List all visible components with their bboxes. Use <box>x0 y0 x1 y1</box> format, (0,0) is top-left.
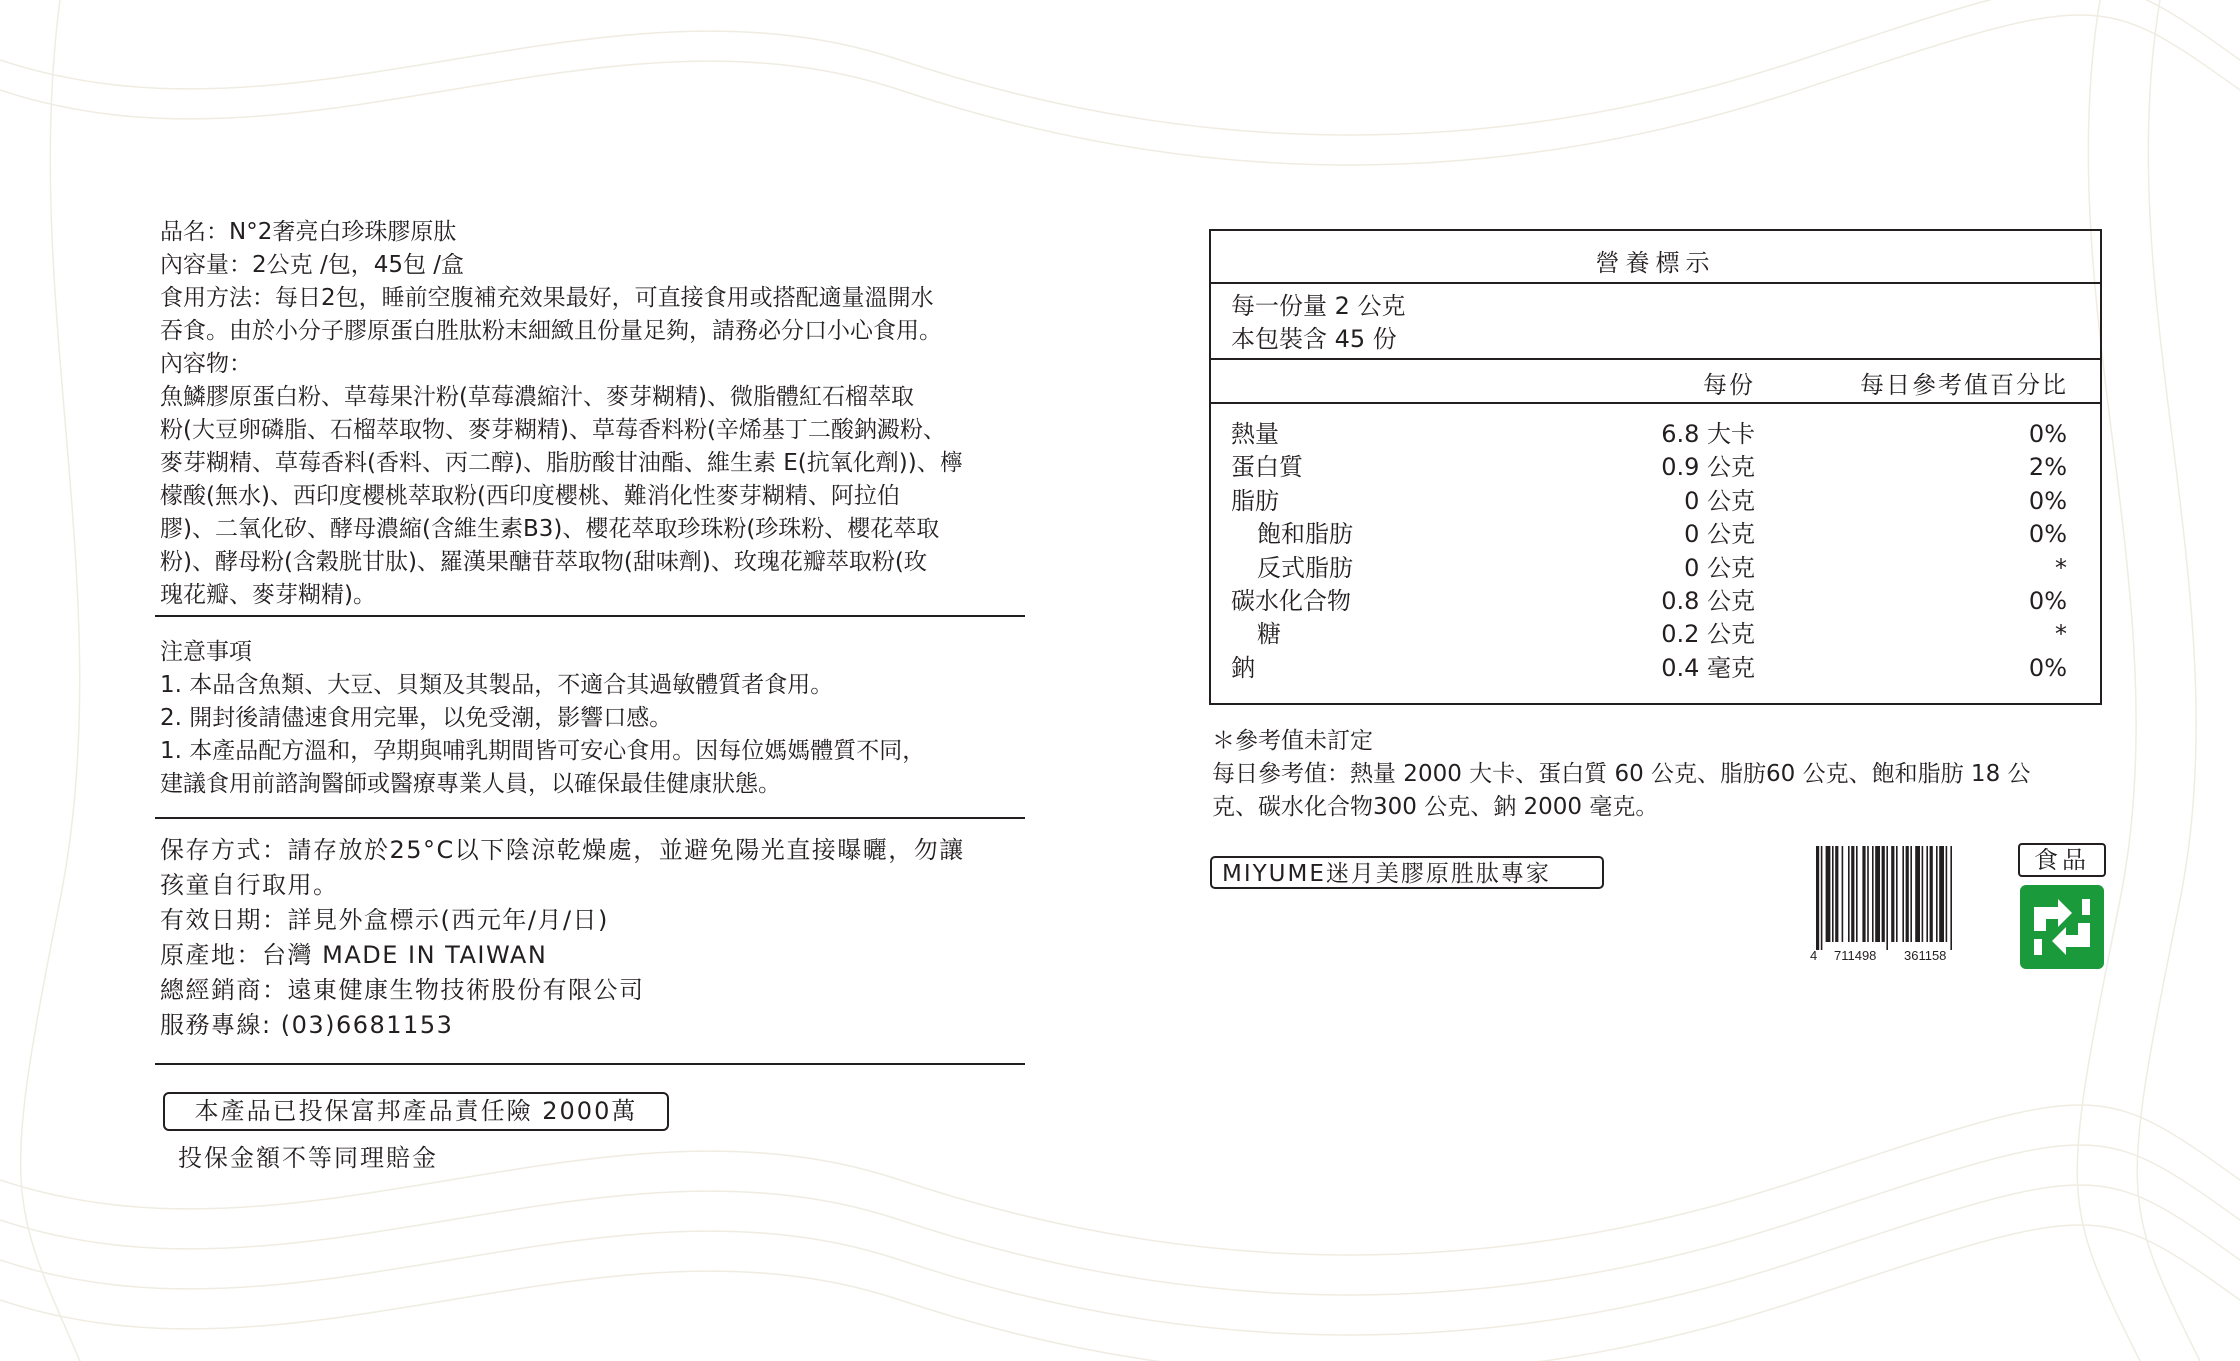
table-rule <box>1211 402 2100 404</box>
nutrient-value: 0.8 公克 <box>1661 586 1755 615</box>
barcode-bar <box>1886 846 1888 950</box>
barcode-bar <box>1832 846 1834 942</box>
table-row <box>1211 418 2100 451</box>
notes-section <box>160 636 1020 801</box>
nutrition-table <box>1209 229 2102 705</box>
nutrient-value: 0 公克 <box>1684 553 1755 582</box>
ingredients-line: 麥芽糊精、草莓香料(香料、丙二醇)、脂肪酸甘油酯、維生素 E(抗氧化劑))、檸 <box>160 450 963 476</box>
barcode-bar <box>1867 846 1869 942</box>
footnote-line: 克、碳水化合物300 公克、鈉 2000 毫克。 <box>1212 794 1659 820</box>
ingredients-line: 膠)、二氧化矽、酵母濃縮(含維生素B3)、櫻花萃取珍珠粉(珍珠粉、櫻花萃取 <box>160 516 940 542</box>
divider <box>155 1063 1025 1065</box>
nutrient-name: 熱量 <box>1231 420 1279 448</box>
barcode-bar <box>1835 846 1838 942</box>
nutrient-pct: * <box>2055 620 2067 649</box>
barcode-bar <box>1862 846 1865 942</box>
nutrient-pct: 0% <box>2028 420 2067 448</box>
nutrient-pct: 0% <box>2028 486 2067 515</box>
notes-line: 1. 本品含魚類、大豆、貝類及其製品，不適合其過敏體質者食用。 <box>160 672 834 698</box>
nutrient-value: 0 公克 <box>1684 486 1755 515</box>
ingredients-line: 魚鱗膠原蛋白粉、草莓果汁粉(草莓濃縮汁、麥芽糊精)、微脂體紅石榴萃取 <box>160 384 914 410</box>
table-row <box>1211 518 2100 551</box>
nutrient-pct: 2% <box>2028 453 2067 482</box>
barcode-bar <box>1848 846 1850 942</box>
table-row <box>1211 618 2100 651</box>
barcode-bar <box>1950 846 1952 950</box>
divider <box>155 817 1025 819</box>
table-row <box>1211 585 2100 618</box>
nutrient-value: 0 公克 <box>1684 520 1755 549</box>
table-row <box>1211 485 2100 518</box>
notes-line: 1. 本產品配方溫和，孕期與哺乳期間皆可安心食用。因每位媽媽體質不同， <box>160 738 926 764</box>
nutrient-value: 0.4 毫克 <box>1661 653 1755 682</box>
col-daily-pct: 每日參考值百分比 <box>1860 371 2068 399</box>
nutrient-name: 反式脂肪 <box>1257 553 1353 582</box>
barcode-bar <box>1915 846 1920 942</box>
origin-line: 原產地：台灣 MADE IN TAIWAN <box>160 941 548 969</box>
barcode-digits-right: 361158 <box>1904 948 1947 963</box>
barcode-digits-mid: 711498 <box>1834 948 1877 963</box>
nutrition-footnote <box>1212 725 2031 824</box>
nutrient-value: 0.2 公克 <box>1661 620 1755 649</box>
ingredients-heading: 內容物： <box>160 351 252 377</box>
col-per-serving: 每份 <box>1703 371 1755 399</box>
nutrient-name: 飽和脂肪 <box>1257 520 1353 549</box>
barcode-bar <box>1856 846 1858 942</box>
nutrient-value: 0.9 公克 <box>1661 453 1755 482</box>
nutrient-pct: * <box>2055 553 2067 582</box>
footnote-line: ＊參考值未訂定 <box>1212 728 1373 754</box>
barcode-bar <box>1826 846 1831 942</box>
nutrition-title: 營養標示 <box>1595 249 1716 277</box>
barcode-bar <box>1939 846 1944 942</box>
nutrient-value: 6.8 大卡 <box>1661 420 1755 448</box>
barcode-bar <box>1875 846 1880 942</box>
barcode-bar <box>1936 846 1938 942</box>
barcode-bar <box>1896 846 1898 942</box>
nutrient-pct: 0% <box>2028 520 2067 549</box>
expiry-line: 有效日期：詳見外盒標示(西元年/月/日) <box>160 906 609 934</box>
nutrient-name: 脂肪 <box>1231 486 1279 515</box>
serving-info <box>1231 290 1406 356</box>
distributor-line: 總經銷商：遠東健康生物技術股份有限公司 <box>160 976 645 1004</box>
product-content: 內容量：2公克 /包，45包 /盒 <box>160 252 465 278</box>
barcode-bar <box>1821 846 1823 950</box>
service-line: 服務專線: (03)6681153 <box>160 1011 454 1039</box>
barcode-bar <box>1842 846 1844 942</box>
notes-line: 建議食用前諮詢醫師或醫療專業人員，以確保最佳健康狀態。 <box>160 771 781 797</box>
barcode-bar <box>1946 846 1948 942</box>
recycle-icon <box>2020 885 2104 969</box>
ingredients-line: 瑰花瓣、麥芽糊精)。 <box>160 582 376 608</box>
insurance-badge: 本產品已投保富邦產品責任險 2000萬 <box>163 1092 669 1131</box>
table-row <box>1211 652 2100 685</box>
barcode-digit-left: 4 <box>1810 948 1818 963</box>
table-rule <box>1211 282 2100 284</box>
nutrient-name: 碳水化合物 <box>1231 586 1351 615</box>
notes-line: 2. 開封後請儘速食用完畢，以免受潮，影響口感。 <box>160 705 673 731</box>
servings-per-pack: 本包裝含 45 份 <box>1231 325 1397 353</box>
food-badge: 食品 <box>2018 843 2106 877</box>
storage-line: 孩童自行取用。 <box>160 871 339 899</box>
barcode-bar <box>1882 846 1885 942</box>
barcode-bar <box>1872 846 1874 942</box>
barcode-bar <box>1930 846 1933 942</box>
brand-label: MIYUME迷月美膠原胜肽專家 <box>1210 856 1604 889</box>
barcode-bar <box>1922 846 1924 942</box>
usage-line-2: 吞食。由於小分子膠原蛋白胜肽粉末細緻且份量足夠，請務必分口小心食用。 <box>160 318 942 344</box>
divider <box>155 615 1025 617</box>
product-info <box>160 216 1020 612</box>
storage-section <box>160 833 965 1043</box>
nutrient-pct: 0% <box>2028 653 2067 682</box>
table-row <box>1211 552 2100 585</box>
nutrient-pct: 0% <box>2028 586 2067 615</box>
barcode <box>1808 842 1964 964</box>
ingredients-line: 粉)、酵母粉(含穀胱甘肽)、羅漢果醣苷萃取物(甜味劑)、玫瑰花瓣萃取粉(玫 <box>160 549 927 575</box>
nutrient-name: 鈉 <box>1231 653 1255 682</box>
barcode-bar <box>1891 846 1894 942</box>
barcode-bar <box>1902 846 1904 942</box>
table-row <box>1211 451 2100 484</box>
storage-line: 保存方式：請存放於25°C以下陰涼乾燥處，並避免陽光直接曝曬，勿讓 <box>160 836 965 864</box>
nutrient-name: 糖 <box>1257 620 1281 649</box>
serving-size: 每一份量 2 公克 <box>1231 292 1406 320</box>
ingredients-line: 粉(大豆卵磷脂、石榴萃取物、麥芽糊精)、草莓香料粉(辛烯基丁二酸鈉澱粉、 <box>160 417 946 443</box>
barcode-bar <box>1906 846 1909 942</box>
table-rule <box>1211 358 2100 360</box>
barcode-bar <box>1851 846 1854 942</box>
barcode-bar <box>1816 846 1819 950</box>
footnote-line: 每日參考值：熱量 2000 大卡、蛋白質 60 公克、脂肪60 公克、飽和脂肪 18 公 <box>1212 761 2031 787</box>
barcode-bar <box>1910 846 1912 942</box>
notes-heading: 注意事項 <box>160 639 252 665</box>
insurance-note: 投保金額不等同理賠金 <box>178 1144 438 1172</box>
ingredients-line: 檬酸(無水)、西印度櫻桃萃取粉(西印度櫻桃、難消化性麥芽糊精、阿拉伯 <box>160 483 900 509</box>
nutrient-name: 蛋白質 <box>1231 453 1303 482</box>
usage-line-1: 食用方法：每日2包，睡前空腹補充效果最好，可直接食用或搭配適量溫開水 <box>160 285 934 311</box>
product-name: 品名：N°2奢亮白珍珠膠原肽 <box>160 219 457 245</box>
barcode-bar <box>1926 846 1928 942</box>
nutrition-rows <box>1211 418 2100 685</box>
